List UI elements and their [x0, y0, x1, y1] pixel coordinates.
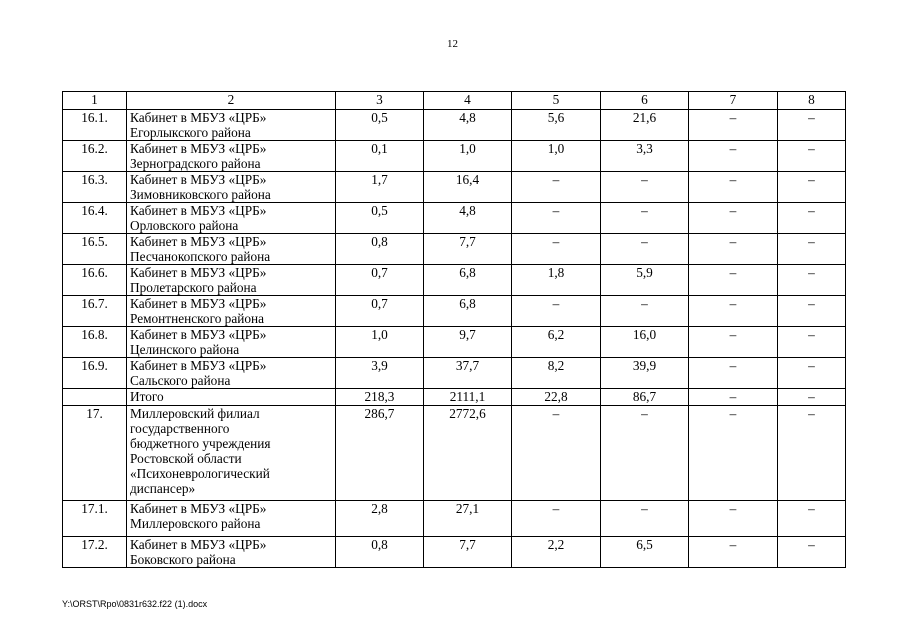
value-cell: – [778, 110, 846, 141]
value-cell: – [689, 327, 778, 358]
row-name-cell: Кабинет в МБУЗ «ЦРБ» Ремонтненского района [127, 296, 336, 327]
value-cell: – [601, 172, 689, 203]
table-row [63, 203, 846, 234]
value-cell: 3,9 [336, 358, 424, 389]
table-row [63, 501, 846, 537]
row-name-cell: Кабинет в МБУЗ «ЦРБ» Целинского района [127, 327, 336, 358]
table-row [63, 358, 846, 389]
page-number: 12 [447, 38, 458, 50]
row-name-cell: Кабинет в МБУЗ «ЦРБ» Зимовниковского района [127, 172, 336, 203]
table-row [63, 406, 846, 501]
value-cell: 1,8 [512, 265, 601, 296]
column-header: 2 [127, 92, 336, 110]
row-name-cell: Кабинет в МБУЗ «ЦРБ» Зерноградского района [127, 141, 336, 172]
value-cell: 0,7 [336, 265, 424, 296]
value-cell: 86,7 [601, 389, 689, 406]
value-cell: 6,5 [601, 537, 689, 568]
value-cell: – [689, 234, 778, 265]
row-number-cell: 16.8. [63, 327, 127, 358]
value-cell: 2111,1 [424, 389, 512, 406]
value-cell: 16,0 [601, 327, 689, 358]
value-cell: – [512, 501, 601, 537]
value-cell: 0,1 [336, 141, 424, 172]
value-cell: 7,7 [424, 537, 512, 568]
table-row [63, 172, 846, 203]
value-cell: 4,8 [424, 110, 512, 141]
data-table [62, 91, 846, 568]
table-row [63, 327, 846, 358]
table-header-row [63, 92, 846, 110]
row-name-cell: Кабинет в МБУЗ «ЦРБ» Миллеровского района [127, 501, 336, 537]
row-name-cell: Кабинет в МБУЗ «ЦРБ» Сальского района [127, 358, 336, 389]
row-number-cell: 17.2. [63, 537, 127, 568]
file-path-footer: Y:\ORST\Rpo\0831r632.f22 (1).docx [62, 599, 208, 609]
table-row [63, 141, 846, 172]
value-cell: 0,8 [336, 234, 424, 265]
column-header: 5 [512, 92, 601, 110]
value-cell: 39,9 [601, 358, 689, 389]
value-cell: 1,0 [512, 141, 601, 172]
value-cell: 8,2 [512, 358, 601, 389]
column-header: 8 [778, 92, 846, 110]
value-cell: – [689, 203, 778, 234]
value-cell: 1,0 [424, 141, 512, 172]
value-cell: 22,8 [512, 389, 601, 406]
value-cell: – [778, 501, 846, 537]
value-cell: – [778, 172, 846, 203]
value-cell: 1,0 [336, 327, 424, 358]
value-cell: 0,5 [336, 110, 424, 141]
row-number-cell: 16.7. [63, 296, 127, 327]
row-number-cell: 16.1. [63, 110, 127, 141]
row-number-cell: 16.5. [63, 234, 127, 265]
value-cell: – [512, 203, 601, 234]
value-cell: – [778, 389, 846, 406]
value-cell: 0,5 [336, 203, 424, 234]
column-header: 7 [689, 92, 778, 110]
value-cell: 16,4 [424, 172, 512, 203]
value-cell: – [689, 141, 778, 172]
row-number-cell: 16.2. [63, 141, 127, 172]
value-cell: – [512, 406, 601, 501]
value-cell: – [512, 296, 601, 327]
value-cell: 2772,6 [424, 406, 512, 501]
value-cell: – [778, 265, 846, 296]
value-cell: 0,8 [336, 537, 424, 568]
row-name-cell: Кабинет в МБУЗ «ЦРБ» Егорлыкского района [127, 110, 336, 141]
table-row [63, 110, 846, 141]
value-cell: 2,2 [512, 537, 601, 568]
row-number-cell: 17.1. [63, 501, 127, 537]
row-name-cell: Кабинет в МБУЗ «ЦРБ» Песчанокопского района [127, 234, 336, 265]
value-cell: – [689, 265, 778, 296]
value-cell: – [689, 172, 778, 203]
table-row [63, 234, 846, 265]
table-row [63, 537, 846, 568]
value-cell: – [689, 296, 778, 327]
value-cell: – [512, 234, 601, 265]
value-cell: – [778, 406, 846, 501]
value-cell: – [778, 141, 846, 172]
column-header: 4 [424, 92, 512, 110]
value-cell: – [689, 501, 778, 537]
value-cell: 218,3 [336, 389, 424, 406]
value-cell: – [601, 501, 689, 537]
value-cell: – [778, 358, 846, 389]
value-cell: 5,9 [601, 265, 689, 296]
row-number-cell: 17. [63, 406, 127, 501]
row-number-cell: 16.6. [63, 265, 127, 296]
value-cell: 21,6 [601, 110, 689, 141]
table-row [63, 296, 846, 327]
row-name-cell: Кабинет в МБУЗ «ЦРБ» Орловского района [127, 203, 336, 234]
value-cell: – [601, 296, 689, 327]
row-name-cell: Кабинет в МБУЗ «ЦРБ» Боковского района [127, 537, 336, 568]
value-cell: 3,3 [601, 141, 689, 172]
value-cell: 0,7 [336, 296, 424, 327]
value-cell: – [601, 234, 689, 265]
row-number-cell [63, 389, 127, 406]
table-row [63, 389, 846, 406]
value-cell: – [778, 234, 846, 265]
value-cell: – [778, 537, 846, 568]
value-cell: 9,7 [424, 327, 512, 358]
value-cell: – [689, 110, 778, 141]
value-cell: 27,1 [424, 501, 512, 537]
value-cell: 6,8 [424, 296, 512, 327]
value-cell: – [778, 296, 846, 327]
value-cell: 286,7 [336, 406, 424, 501]
row-number-cell: 16.9. [63, 358, 127, 389]
value-cell: 37,7 [424, 358, 512, 389]
value-cell: – [778, 203, 846, 234]
column-header: 1 [63, 92, 127, 110]
value-cell: – [601, 203, 689, 234]
row-name-cell: Миллеровский филиал государственного бюджетного учреждения Ростовской области «Психоневрологический диспансер» [127, 406, 336, 501]
value-cell: 6,8 [424, 265, 512, 296]
row-number-cell: 16.3. [63, 172, 127, 203]
value-cell: – [778, 327, 846, 358]
table-row [63, 265, 846, 296]
table-body [63, 92, 846, 568]
value-cell: – [689, 389, 778, 406]
value-cell: 4,8 [424, 203, 512, 234]
value-cell: – [689, 406, 778, 501]
row-name-cell: Кабинет в МБУЗ «ЦРБ» Пролетарского района [127, 265, 336, 296]
value-cell: – [601, 406, 689, 501]
value-cell: – [689, 537, 778, 568]
value-cell: 5,6 [512, 110, 601, 141]
value-cell: 1,7 [336, 172, 424, 203]
row-name-cell: Итого [127, 389, 336, 406]
value-cell: – [512, 172, 601, 203]
value-cell: 2,8 [336, 501, 424, 537]
value-cell: 7,7 [424, 234, 512, 265]
column-header: 3 [336, 92, 424, 110]
row-number-cell: 16.4. [63, 203, 127, 234]
column-header: 6 [601, 92, 689, 110]
value-cell: – [689, 358, 778, 389]
value-cell: 6,2 [512, 327, 601, 358]
